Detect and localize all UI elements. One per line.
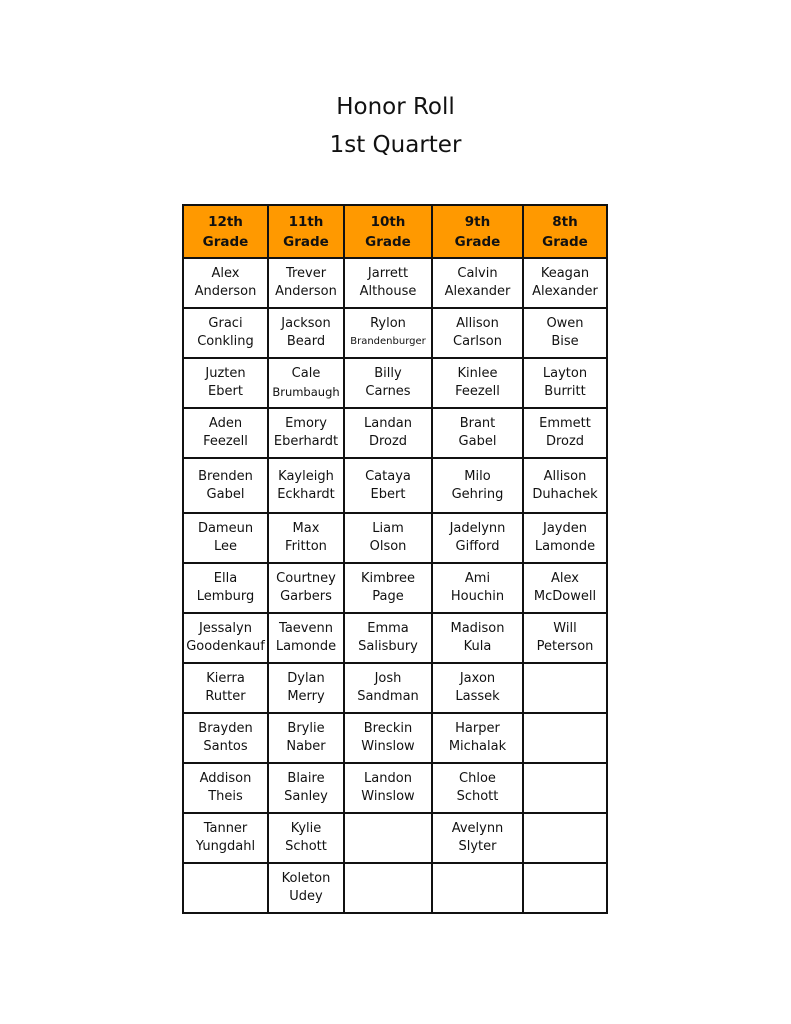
- student-cell: [268, 813, 344, 863]
- first-name: Landon: [364, 771, 412, 786]
- student-cell: [183, 713, 268, 763]
- student-cell: [523, 513, 607, 563]
- last-name: Ebert: [370, 486, 406, 502]
- empty-cell: [523, 663, 607, 713]
- last-name: Feezell: [203, 434, 248, 449]
- student-cell: [268, 308, 344, 358]
- last-name: Houchin: [450, 589, 505, 604]
- last-name: Brumbaugh: [272, 385, 340, 399]
- first-name: Chloe: [459, 771, 496, 786]
- first-name: Allison: [543, 468, 587, 484]
- student-cell: [432, 308, 523, 358]
- grade-label: Grade: [365, 233, 411, 250]
- empty-cell: [344, 813, 432, 863]
- table-row: [183, 863, 607, 913]
- student-cell: [183, 408, 268, 458]
- student-cell: [268, 713, 344, 763]
- empty-cell: [523, 813, 607, 863]
- student-cell: [344, 663, 432, 713]
- student-cell: [268, 258, 344, 308]
- first-name: Layton: [542, 366, 588, 381]
- last-name: Fritton: [285, 539, 327, 554]
- last-name: Anderson: [275, 284, 337, 299]
- last-name: Schott: [456, 789, 499, 804]
- last-name: Eckhardt: [277, 486, 335, 502]
- first-name: Emma: [367, 621, 409, 636]
- first-name: Max: [292, 521, 320, 536]
- student-cell: [523, 308, 607, 358]
- last-name: Rutter: [205, 689, 246, 704]
- empty-cell: [183, 863, 268, 913]
- student-cell: [268, 663, 344, 713]
- student-cell: [432, 713, 523, 763]
- table-row: [183, 613, 607, 663]
- first-name: Dameun: [197, 521, 254, 536]
- last-name: Duhachek: [532, 486, 598, 502]
- last-name: Conkling: [197, 334, 254, 349]
- table-row: [183, 258, 607, 308]
- last-name: Winslow: [361, 739, 415, 754]
- student-cell: [268, 763, 344, 813]
- grade-header: [344, 205, 432, 258]
- student-cell: [183, 763, 268, 813]
- last-name: Eberhardt: [273, 434, 339, 449]
- last-name: Bise: [551, 334, 579, 349]
- student-cell: [344, 713, 432, 763]
- student-cell: [183, 813, 268, 863]
- student-cell: [183, 663, 268, 713]
- table-row: [183, 308, 607, 358]
- grade-label: Grade: [202, 233, 249, 250]
- last-name: Alexander: [532, 284, 598, 299]
- first-name: Koleton: [281, 871, 331, 886]
- first-name: Jackson: [281, 316, 331, 331]
- last-name: Drozd: [545, 434, 585, 449]
- student-cell: [523, 408, 607, 458]
- last-name: Slyter: [458, 839, 497, 854]
- student-cell: [432, 408, 523, 458]
- student-cell: [432, 613, 523, 663]
- last-name: Beard: [286, 334, 326, 349]
- header-row: [183, 205, 607, 258]
- last-name: Goodenkauf: [186, 639, 265, 654]
- first-name: Brenden: [198, 468, 253, 484]
- table-row: [183, 563, 607, 613]
- student-cell: [268, 458, 344, 513]
- last-name: Yungdahl: [195, 839, 256, 854]
- first-name: Blaire: [287, 771, 325, 786]
- page-subtitle: 1st Quarter: [329, 132, 462, 158]
- grade-number: 12th: [208, 213, 243, 230]
- student-cell: [523, 258, 607, 308]
- first-name: Aden: [208, 416, 243, 431]
- table-row: [183, 813, 607, 863]
- student-cell: [268, 563, 344, 613]
- first-name: Trever: [285, 266, 327, 281]
- empty-cell: [523, 763, 607, 813]
- first-name: Ella: [213, 571, 238, 586]
- student-cell: [268, 613, 344, 663]
- student-cell: [344, 408, 432, 458]
- first-name: Alex: [551, 571, 579, 586]
- last-name: Sanley: [284, 789, 328, 804]
- last-name: Olson: [369, 539, 407, 554]
- first-name: Liam: [372, 521, 404, 536]
- last-name: Feezell: [455, 384, 500, 399]
- student-cell: [432, 813, 523, 863]
- first-name: Kylie: [290, 821, 322, 836]
- first-name: Landan: [364, 416, 412, 431]
- first-name: Emory: [285, 416, 327, 431]
- student-cell: [183, 563, 268, 613]
- student-cell: [183, 513, 268, 563]
- last-name: Gifford: [455, 539, 500, 554]
- first-name: Owen: [546, 316, 584, 331]
- last-name: Lee: [213, 539, 237, 554]
- first-name: Jadelynn: [449, 521, 506, 536]
- last-name: Althouse: [359, 284, 417, 299]
- last-name: Garbers: [280, 589, 332, 604]
- last-name: Udey: [289, 889, 323, 904]
- first-name: Brayden: [198, 721, 253, 736]
- grade-header: [523, 205, 607, 258]
- student-cell: [523, 358, 607, 408]
- first-name: Kayleigh: [278, 468, 334, 484]
- last-name: McDowell: [533, 589, 597, 604]
- last-name: Anderson: [194, 284, 257, 299]
- table-row: [183, 663, 607, 713]
- student-cell: [523, 563, 607, 613]
- last-name: Gehring: [451, 486, 504, 502]
- first-name: Kinlee: [457, 366, 498, 381]
- first-name: Josh: [374, 671, 402, 686]
- first-name: Brylie: [287, 721, 325, 736]
- empty-cell: [344, 863, 432, 913]
- student-cell: [268, 358, 344, 408]
- first-name: Tanner: [203, 821, 248, 836]
- student-cell: [432, 663, 523, 713]
- grade-header: [268, 205, 344, 258]
- grade-number: 8th: [552, 213, 578, 230]
- first-name: Emmett: [539, 416, 591, 431]
- first-name: Allison: [456, 316, 499, 331]
- table-row: [183, 408, 607, 458]
- table-row: [183, 513, 607, 563]
- empty-cell: [432, 863, 523, 913]
- first-name: Jessalyn: [199, 621, 252, 636]
- first-name: Harper: [455, 721, 500, 736]
- first-name: Madison: [450, 621, 505, 636]
- last-name: Alexander: [444, 284, 511, 299]
- first-name: Brant: [459, 416, 496, 431]
- student-cell: [268, 513, 344, 563]
- last-name: Gabel: [458, 434, 497, 449]
- first-name: Taevenn: [279, 621, 333, 636]
- student-cell: [183, 358, 268, 408]
- student-cell: [432, 513, 523, 563]
- last-name: Sandman: [357, 689, 419, 704]
- student-cell: [344, 258, 432, 308]
- last-name: Brandenburger: [350, 336, 426, 347]
- student-cell: [344, 563, 432, 613]
- last-name: Salisbury: [358, 639, 418, 654]
- first-name: Dylan: [287, 671, 325, 686]
- last-name: Santos: [203, 739, 248, 754]
- last-name: Naber: [286, 739, 326, 754]
- last-name: Lamonde: [275, 639, 337, 654]
- table-row: [183, 763, 607, 813]
- first-name: Calvin: [457, 266, 498, 281]
- last-name: Schott: [285, 839, 327, 854]
- last-name: Lemburg: [196, 589, 255, 604]
- student-cell: [432, 258, 523, 308]
- first-name: Cataya: [365, 468, 411, 484]
- last-name: Carlson: [453, 334, 502, 349]
- first-name: Will: [553, 621, 577, 636]
- first-name: Keagan: [540, 266, 590, 281]
- last-name: Gabel: [206, 486, 245, 502]
- student-cell: [432, 763, 523, 813]
- grade-header: [432, 205, 523, 258]
- first-name: Milo: [464, 468, 491, 484]
- first-name: Alex: [211, 266, 240, 281]
- last-name: Page: [372, 589, 404, 604]
- student-cell: [344, 358, 432, 408]
- empty-cell: [523, 863, 607, 913]
- last-name: Kula: [463, 639, 492, 654]
- student-cell: [183, 613, 268, 663]
- last-name: Lassek: [455, 689, 500, 704]
- first-name: Jayden: [543, 521, 587, 536]
- grade-header: [183, 205, 268, 258]
- student-cell: [183, 258, 268, 308]
- first-name: Rylon: [370, 316, 406, 331]
- first-name: Kierra: [206, 671, 245, 686]
- student-cell: [432, 358, 523, 408]
- student-cell: [344, 763, 432, 813]
- student-cell: [268, 863, 344, 913]
- grade-label: Grade: [283, 233, 329, 250]
- first-name: Billy: [374, 366, 402, 381]
- grade-label: Grade: [454, 233, 501, 250]
- honor-roll-table: [182, 204, 608, 914]
- first-name: Breckin: [363, 721, 413, 736]
- student-cell: [344, 513, 432, 563]
- student-cell: [344, 308, 432, 358]
- first-name: Addison: [199, 771, 252, 786]
- first-name: Courtney: [276, 571, 336, 586]
- last-name: Carnes: [365, 384, 411, 399]
- student-cell: [432, 458, 523, 513]
- student-cell: [183, 458, 268, 513]
- last-name: Michalak: [448, 739, 507, 754]
- student-cell: [344, 458, 432, 513]
- student-cell: [268, 408, 344, 458]
- last-name: Merry: [287, 689, 325, 704]
- first-name: Juzten: [205, 366, 246, 381]
- first-name: Cale: [291, 366, 321, 381]
- last-name: Lamonde: [534, 539, 596, 554]
- table-row: [183, 358, 607, 408]
- last-name: Drozd: [368, 434, 408, 449]
- last-name: Ebert: [208, 384, 243, 399]
- page-title: Honor Roll: [336, 94, 455, 120]
- last-name: Theis: [208, 789, 243, 804]
- last-name: Peterson: [536, 639, 594, 654]
- grade-label: Grade: [542, 233, 588, 250]
- first-name: Avelynn: [451, 821, 504, 836]
- first-name: Jaxon: [459, 671, 496, 686]
- table-row: [183, 713, 607, 763]
- last-name: Burritt: [544, 384, 586, 399]
- first-name: Ami: [464, 571, 491, 586]
- grade-number: 11th: [288, 213, 324, 230]
- student-cell: [523, 458, 607, 513]
- student-cell: [183, 308, 268, 358]
- grade-number: 9th: [464, 213, 491, 230]
- last-name: Winslow: [361, 789, 415, 804]
- empty-cell: [523, 713, 607, 763]
- first-name: Graci: [208, 316, 243, 331]
- student-cell: [432, 563, 523, 613]
- student-cell: [344, 613, 432, 663]
- first-name: Jarrett: [367, 266, 409, 281]
- student-cell: [523, 613, 607, 663]
- first-name: Kimbree: [360, 571, 416, 586]
- table-row: [183, 458, 607, 513]
- grade-number: 10th: [370, 213, 406, 230]
